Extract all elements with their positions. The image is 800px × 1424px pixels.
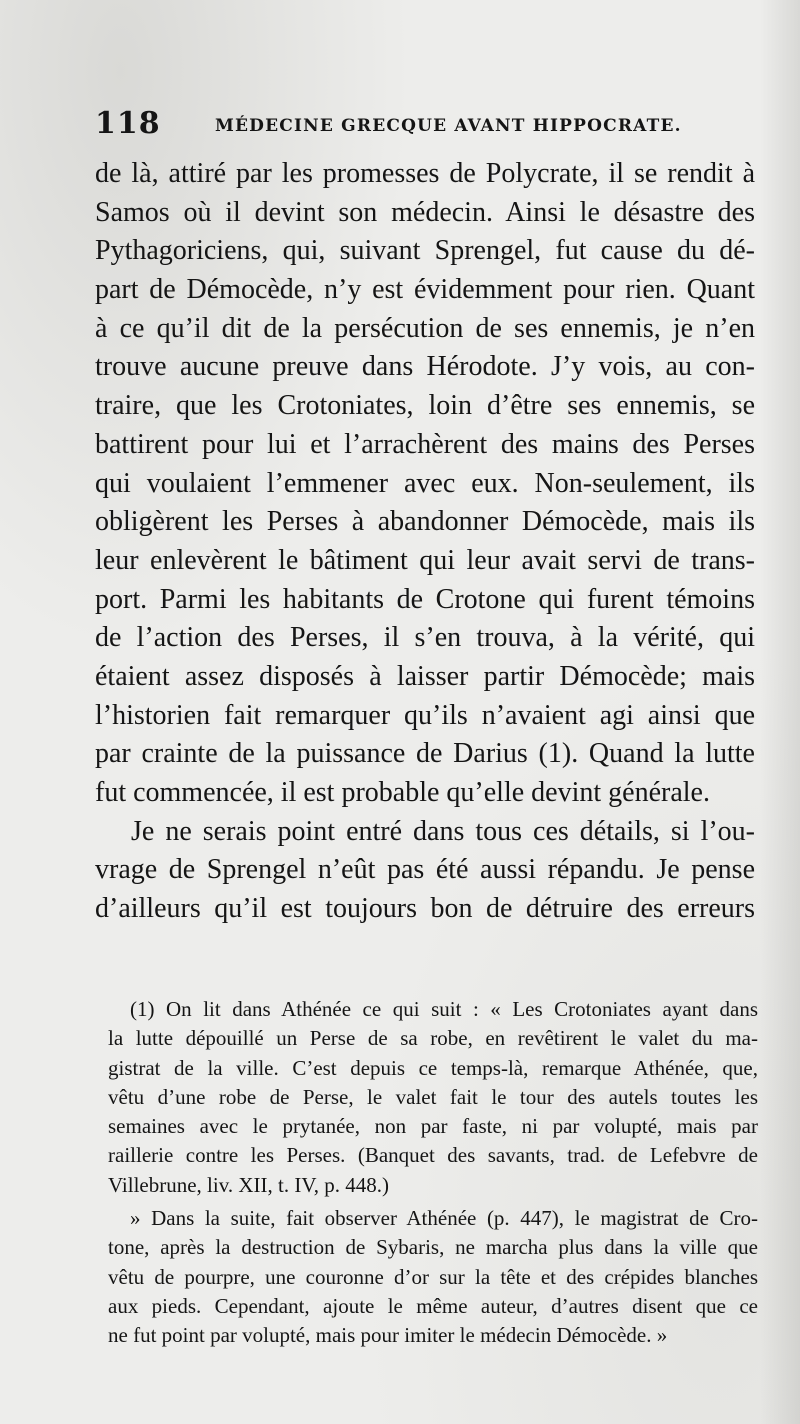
footnote-line: vêtu d’une robe de Perse, le valet fait le tour des autels toutes les: [108, 1084, 758, 1109]
footnote-line: vêtu de pourpre, une couronne d’or sur la tête et des crépides blanches: [108, 1264, 758, 1289]
footnote-line: semaines avec le prytanée, non par faste, ni par volupté, mais par: [108, 1114, 758, 1139]
page-edge-shadow: [760, 0, 800, 1424]
text-line: de là, attiré par les promesses de Polycrate, il se rendit à: [95, 158, 755, 189]
text-line: leur enlevèrent le bâtiment qui leur avait servi de trans-: [95, 544, 755, 576]
text-line: à ce qu’il dit de la persécution de ses ennemis, je n’en: [95, 312, 755, 344]
footnote-line: » Dans la suite, fait observer Athénée (p. 447), le magistrat de Cro-: [130, 1206, 758, 1231]
footnotes: [108, 995, 758, 1351]
text-line: traire, que les Crotoniates, loin d’être ses ennemis, se: [95, 390, 755, 422]
text-line: fut commencée, il est probable qu’elle devint générale.: [95, 777, 710, 808]
text-line: de l’action des Perses, il s’en trouva, à la vérité, qui: [95, 622, 755, 654]
footnote-line: Villebrune, liv. XII, t. IV, p. 448.): [108, 1172, 390, 1197]
text-line: l’historien fait remarquer qu’ils n’avaient agi ainsi que: [95, 699, 755, 731]
text-line: Je ne serais point entré dans tous ces détails, si l’ou-: [131, 815, 755, 847]
text-line: port. Parmi les habitants de Crotone qui furent témoins: [95, 583, 755, 615]
text-line: étaient assez disposés à laisser partir Démocède; mais: [95, 660, 755, 692]
footnote-line: (1) On lit dans Athénée ce qui suit : « Les Crotoniates ayant dans: [130, 997, 758, 1021]
text-line: vrage de Sprengel n’eût pas été aussi répandu. Je pense: [95, 854, 755, 886]
text-line: d’ailleurs qu’il est toujours bon de détruire des erreurs: [95, 893, 755, 925]
body-paragraph-1: [95, 155, 755, 813]
text-line: Samos où il devint son médecin. Ainsi le désastre des: [95, 196, 755, 228]
footnote-1-continuation: [108, 1204, 758, 1350]
footnote-line: gistrat de la ville. C’est depuis ce temps-là, remarque Athénée, que,: [108, 1055, 758, 1080]
running-title: MÉDECINE GRECQUE AVANT HIPPOCRATE.: [215, 116, 682, 136]
text-line: trouve aucune preuve dans Hérodote. J’y vois, au con-: [95, 351, 755, 383]
footnote-line: ne fut point par volupté, mais pour imiter le médecin Démocède. »: [108, 1323, 668, 1348]
text-line: qui voulaient l’emmener avec eux. Non-seulement, ils: [95, 467, 755, 499]
footnote-line: la lutte dépouillé un Perse de sa robe, en revêtirent le valet du ma-: [108, 1026, 758, 1051]
page-number: 118: [95, 106, 161, 141]
footnote-line: tone, après la destruction de Sybaris, ne marcha plus dans la ville que: [108, 1235, 758, 1260]
text-line: par crainte de la puissance de Darius (1). Quand la lutte: [95, 738, 755, 770]
text-line: battirent pour lui et l’arrachèrent des mains des Perses: [95, 428, 755, 460]
page-header: [95, 106, 745, 146]
text-line: Pythagoriciens, qui, suivant Sprengel, fut cause du dé-: [95, 235, 755, 267]
text-line: part de Démocède, n’y est évidemment pour rien. Quant: [95, 274, 755, 306]
footnote-line: aux pieds. Cependant, ajoute le même auteur, d’autres disent que ce: [108, 1293, 758, 1318]
main-text: [95, 155, 755, 929]
footnote-1: [108, 995, 758, 1200]
text-line: obligèrent les Perses à abandonner Démocède, mais ils: [95, 506, 755, 538]
footnote-line: raillerie contre les Perses. (Banquet des savants, trad. de Lefebvre de: [108, 1143, 758, 1168]
body-paragraph-2: [95, 813, 755, 929]
